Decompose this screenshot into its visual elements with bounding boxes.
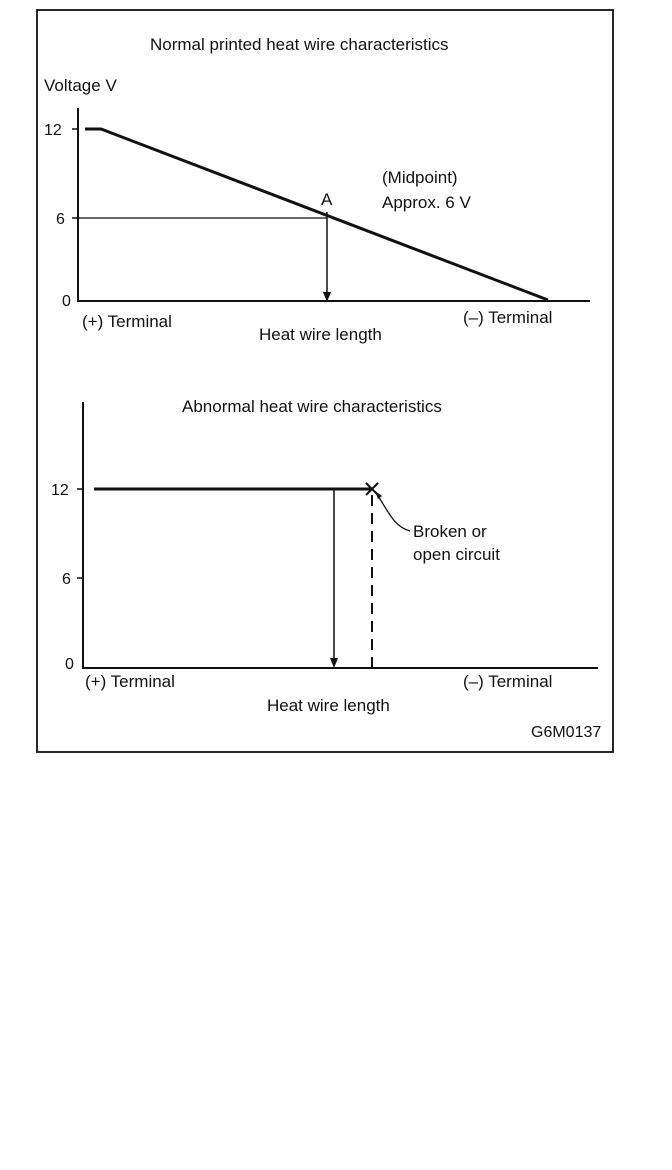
bottom-chart-title: Abnormal heat wire characteristics [182,397,442,416]
top-ytick-label-12: 12 [44,122,62,139]
bottom-ytick-label-12: 12 [51,482,69,499]
top-ytick-label-0: 0 [62,293,71,310]
point-a-label: A [321,190,333,209]
bottom-chart [51,397,598,715]
midpoint-annotation-line1: (Midpoint) [382,168,458,187]
top-ytick-label-6: 6 [56,211,65,228]
top-chart-title: Normal printed heat wire characteristics [150,35,449,54]
bottom-x-start-label: (+) Terminal [85,672,175,691]
bottom-measure-arrowhead [330,658,338,668]
top-chart [44,35,590,344]
figure-code: G6M0137 [531,724,602,741]
break-annotation-line2: open circuit [413,545,500,564]
top-voltage-line [85,129,548,300]
break-annotation-line1: Broken or [413,522,487,541]
bottom-x-axis-label: Heat wire length [267,696,390,715]
break-leader-line [377,494,410,531]
top-y-axis-label: Voltage V [44,76,117,95]
top-x-axis-label: Heat wire length [259,325,382,344]
bottom-ytick-label-6: 6 [62,571,71,588]
bottom-ytick-label-0: 0 [65,656,74,673]
break-leader-arrowhead [375,491,382,499]
top-x-start-label: (+) Terminal [82,312,172,331]
figure-frame [37,10,613,752]
bottom-x-end-label: (–) Terminal [463,672,553,691]
top-x-end-label: (–) Terminal [463,308,553,327]
midpoint-annotation-line2: Approx. 6 V [382,193,471,212]
